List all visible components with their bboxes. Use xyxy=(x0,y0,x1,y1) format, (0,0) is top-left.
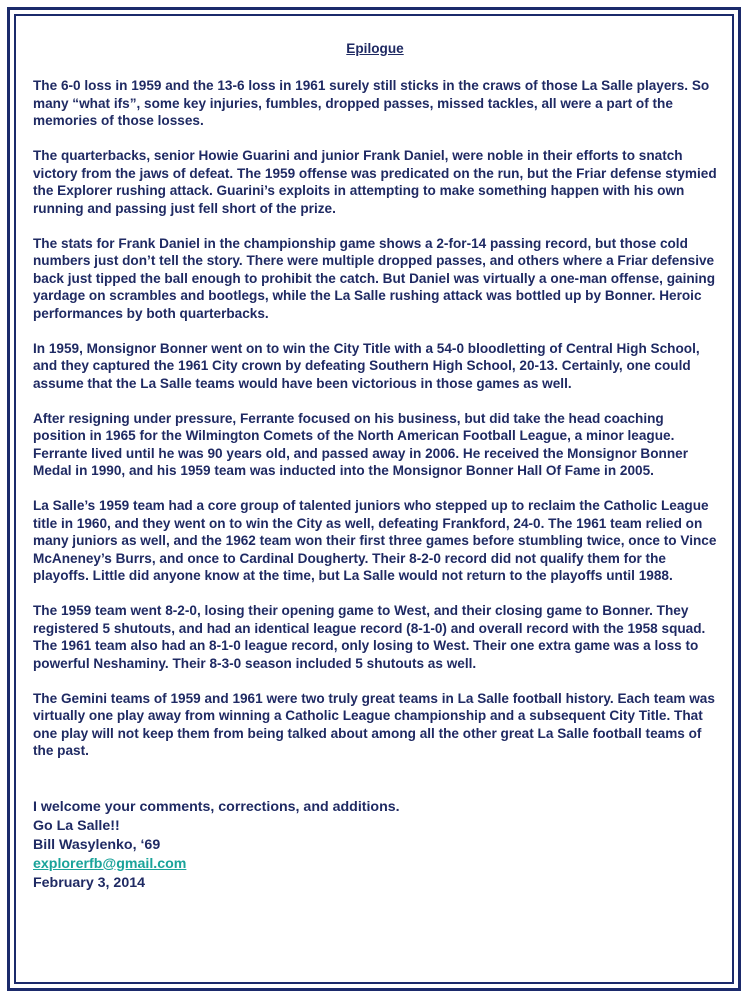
closing-cheer: Go La Salle!! xyxy=(33,817,120,834)
paragraph-bonner-titles: In 1959, Monsignor Bonner went on to win the City Title with a 54-0 bloodletting of Central High School, and they captured the 1961 City crown by defeating Southern High School, 20-13. Certainly, one could assume that the La Salle teams would have been victorious in those games as well. xyxy=(33,340,700,391)
paragraph-gemini: The Gemini teams of 1959 and 1961 were two truly great teams in La Salle football history. Each team was virtually one play away from winning a Catholic League championship and a subsequent City Title. That one play will not keep them from being talked about among all the other great La Salle football teams of the past. xyxy=(33,690,715,758)
document-title: Epilogue xyxy=(346,41,404,56)
paragraph-quarterbacks: The quarterbacks, senior Howie Guarini and junior Frank Daniel, were noble in their efforts to snatch victory from the jaws of defeat. The 1959 offense was predicated on the run, but the Friar defense stymied the Explorer rushing attack. Guarini’s exploits in attempting to make something happen with his own running and passing just fell short of the prize. xyxy=(33,148,717,216)
paragraph-juniors: La Salle’s 1959 team had a core group of talented juniors who stepped up to reclaim the Catholic League title in 1960, and they went on to win the City as well, defeating Frankford, 24-0. The 1961 team relied on many juniors as well, and the 1962 team won their first three games before stumbling twice, once to Vince McAneney’s Burrs, and once to Cardinal Dougherty. Their 8-2-0 record did not qualify them for the playoffs. Little did anyone know at the time, but La Salle would not return to the playoffs until 1988. xyxy=(33,498,717,583)
closing-date: February 3, 2014 xyxy=(33,874,145,891)
paragraph-ferrante: After resigning under pressure, Ferrante focused on his business, but did take the head coaching position in 1965 for the Wilmington Comets of the North American Football League, a minor league. Ferrante lived until he was 90 years old, and passed away in 2006. He received the Monsignor Bonner Medal in 1990, and his 1959 team was inducted into the Monsignor Bonner Hall Of Fame in 2005. xyxy=(33,410,688,478)
paragraph-records: The 1959 team went 8-2-0, losing their opening game to West, and their closing game to Bonner. They registered 5 shutouts, and had an identical league record (8-1-0) and overall record with the 1958 squad. The 1961 team also had an 8-1-0 league record, only losing to West. Their one extra game was a loss to powerful Neshaminy. Their 8-3-0 season included 5 shutouts as well. xyxy=(33,603,706,671)
document-body xyxy=(33,40,717,893)
author-name: Bill Wasylenko, ‘69 xyxy=(33,836,161,853)
closing-welcome: I welcome your comments, corrections, and additions. xyxy=(33,798,400,815)
paragraph-losses: The 6-0 loss in 1959 and the 13-6 loss in 1961 surely still sticks in the craws of those La Salle players. So many “what ifs”, some key injuries, fumbles, dropped passes, missed tackles, all were a part of the memories of those losses. xyxy=(33,78,710,128)
closing-block xyxy=(33,798,717,893)
paragraph-daniel-stats: The stats for Frank Daniel in the championship game shows a 2-for-14 passing record, but those cold numbers just don’t tell the story. There were multiple dropped passes, and others where a Friar defensive back just tipped the ball enough to prohibit the catch. But Daniel was virtually a one-man offense, gaining yardage on scrambles and bootlegs, while the La Salle rushing attack was bottled up by Bonner. Heroic performances by both quarterbacks. xyxy=(33,235,716,321)
email-link[interactable]: explorerfb@gmail.com xyxy=(33,855,187,872)
